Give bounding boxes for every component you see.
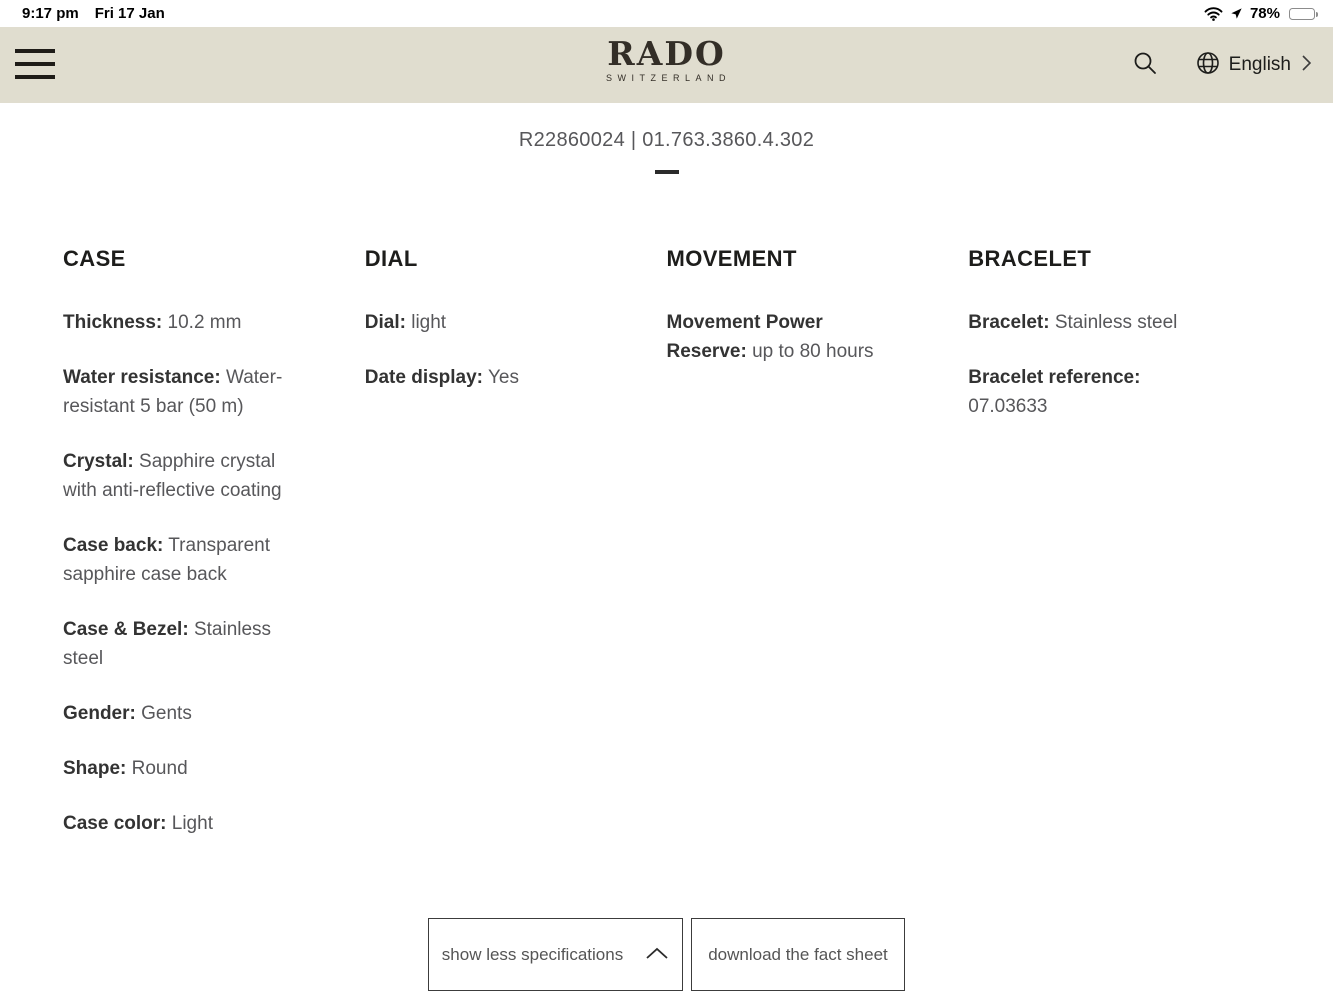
search-icon <box>1132 50 1158 81</box>
section-title: MOVEMENT <box>666 246 797 271</box>
spec-value: up to 80 hours <box>752 341 874 362</box>
spec-column-bracelet <box>968 246 1270 864</box>
brand-name: RADO <box>607 34 726 73</box>
status-time: 9:17 pm <box>22 5 79 22</box>
spec-label: Movement Power Reserve: <box>666 312 823 362</box>
download-label: download the fact sheet <box>708 944 888 964</box>
spec-label: Gender: <box>63 703 136 724</box>
spec-column-movement <box>667 246 969 864</box>
spec-value: light <box>411 312 447 333</box>
spec-item <box>365 308 601 337</box>
section-title: CASE <box>63 246 126 271</box>
spec-item <box>667 308 903 366</box>
spec-value: 07.03633 <box>968 396 1048 417</box>
spec-item <box>63 447 299 505</box>
section-title: BRACELET <box>968 246 1092 271</box>
spec-label: Case & Bezel: <box>63 619 189 640</box>
spec-value: Gents <box>141 703 192 724</box>
product-reference: R22860024 | 01.763.3860.4.302 <box>518 129 815 151</box>
spec-value: Transparent sapphire case back <box>63 535 271 585</box>
spec-item <box>63 363 299 421</box>
specifications-grid <box>63 246 1270 864</box>
spec-value: 10.2 mm <box>167 312 242 333</box>
spec-label: Case color: <box>63 813 167 834</box>
spec-item <box>63 699 299 728</box>
spec-value: Sapphire crystal with anti-reflective coating <box>63 451 282 501</box>
wifi-icon <box>1204 7 1223 21</box>
battery-icon <box>1289 8 1315 20</box>
spec-column-dial <box>365 246 667 864</box>
show-less-label: show less specifications <box>441 944 624 964</box>
spec-label: Bracelet reference: <box>968 367 1141 388</box>
language-selector[interactable] <box>1196 51 1311 80</box>
spec-item <box>63 615 299 673</box>
spec-value: Round <box>131 758 188 779</box>
chevron-up-icon <box>645 945 669 965</box>
spec-value: Water-resistant 5 bar (50 m) <box>63 367 283 417</box>
status-bar <box>0 0 1333 27</box>
spec-item <box>63 809 299 838</box>
spec-value: Stainless steel <box>63 619 272 669</box>
spec-label: Bracelet: <box>968 312 1050 333</box>
spec-label: Case back: <box>63 535 164 556</box>
spec-label: Water resistance: <box>63 367 221 388</box>
spec-item <box>63 308 299 337</box>
spec-label: Dial: <box>364 312 406 333</box>
spec-label: Shape: <box>63 758 127 779</box>
chevron-right-icon <box>1302 55 1311 76</box>
brand-subtitle: SWITZERLAND <box>605 73 731 83</box>
battery-percent: 78% <box>1249 5 1280 22</box>
search-button[interactable] <box>1132 50 1158 81</box>
divider-dash <box>655 170 679 174</box>
spec-label: Crystal: <box>63 451 134 472</box>
spec-value: Stainless steel <box>1054 312 1178 333</box>
site-header <box>0 27 1333 103</box>
spec-label: Thickness: <box>63 312 163 333</box>
spec-value: Light <box>171 813 213 834</box>
spec-value: Yes <box>487 367 519 388</box>
location-icon <box>1230 7 1243 20</box>
globe-icon <box>1196 51 1220 80</box>
spec-item <box>365 363 601 392</box>
download-fact-sheet-button[interactable] <box>691 918 905 991</box>
spec-label: Date display: <box>364 367 484 388</box>
language-label: English <box>1228 54 1291 75</box>
spec-item <box>968 308 1204 337</box>
spec-item <box>968 363 1204 421</box>
show-less-specifications-button[interactable] <box>428 918 683 991</box>
spec-item <box>63 531 299 589</box>
status-date: Fri 17 Jan <box>94 5 165 22</box>
spec-column-case <box>63 246 365 864</box>
spec-item <box>63 754 299 783</box>
section-title: DIAL <box>364 246 418 271</box>
